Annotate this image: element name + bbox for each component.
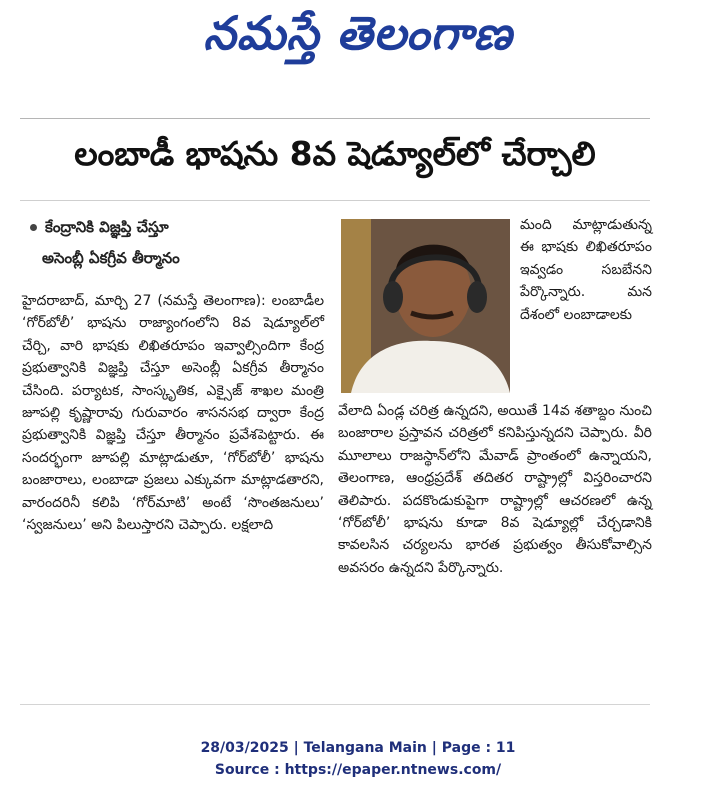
subhead-1	[30, 218, 169, 240]
minister-photo	[341, 219, 510, 393]
right-column-top-text: మంది మాట్లాడుతున్న ఈ భాషకు లిఖితరూపం ఇవ్వడం సబబేనని పేర్కొన్నారు. మన దేశంలో లంబాడాలకు	[520, 217, 652, 323]
bottom-divider	[20, 704, 650, 705]
person-with-headphones-icon	[341, 219, 510, 393]
right-column-bottom-text: వేలాది ఏండ్ల చరిత్ర ఉన్నదని, అయితే 14వ శతాబ్దం నుంచి బంజారాల ప్రస్తావన చరిత్రలో కనిపిస్తున్నదని చెప్పారు. వీరి మూలాలు రాజస్థాన్‌లోని మేవాడ్ ప్రాంతంలో ఉన్నాయని, తెలంగాణ, ఆంధ్రప్రదేశ్ తదితర రాష్ట్రాల్లో విస్తరించారని తెలిపారు. పదకొండుకుపైగా రాష్ట్రాల్లో ఆచరణలో ఉన్న ‘గోర్‌బోలీ’ భాషను కూడా 8వ షెడ్యూల్లో చేర్చడానికి కావలసిన చర్యలను భారత ప్రభుత్వం తీసుకోవాల్సిన అవసరం ఉన్నదని పేర్కొన్నారు.	[338, 403, 652, 576]
masthead-logo: నమస్తే తెలంగాణ	[203, 6, 513, 60]
footer-date-page: 28/03/2025 | Telangana Main | Page : 11	[200, 740, 516, 756]
article-right-column-top	[520, 214, 652, 326]
article-headline: లంబాడీ భాషను 8వ షెడ్యూల్‌లో చేర్చాలి	[74, 134, 596, 173]
headline-divider	[20, 200, 650, 201]
subhead-1-text: కేంద్రానికి విజ్ఞప్తి చేస్తూ	[45, 218, 169, 236]
article-left-column	[22, 290, 324, 536]
footer-source-link[interactable]: Source : https://epaper.ntnews.com/	[214, 762, 502, 778]
bullet-icon	[30, 224, 37, 231]
left-column-text: హైదరాబాద్, మార్చి 27 (నమస్తే తెలంగాణ): లంబాడీల ‘గోర్‌బోలీ’ భాషను రాజ్యాంగంలోని 8వ షెడ్యూల్‌లో చేర్చి, వారి భాషకు లిఖితరూపం ఇవ్వాల్సిందిగా కేంద్ర ప్రభుత్వానికి విజ్ఞప్తి చేస్తూ అసెంబ్లీ ఏకగ్రీవ తీర్మానం చేసింది. పర్యాటక, సాంస్కృతిక, ఎక్సైజ్ శాఖల మంత్రి జూపల్లి కృష్ణారావు గురువారం శాసనసభ ద్వారా కేంద్ర ప్రభుత్వానికి విజ్ఞప్తి చేస్తూ తీర్మానం ప్రవేశపెట్టారు. ఈ సందర్భంగా జూపల్లి మాట్లాడుతూ, ‘గోర్‌బోలీ’ భాషను బంజారాలు, లంబాడా ప్రజలు ఎక్కువగా మాట్లాడతారని, వారందరినీ కలిపి ‘గోర్‌మాటి’ అంటే ‘సొంతజనులు’ ‘స్వజనులు’ అని పిలుస్తారని చెప్పారు. లక్షలాది	[22, 293, 324, 534]
subhead-2: అసెంబ్లీ ఏకగ్రీవ తీర్మానం	[42, 249, 180, 267]
article-right-column-bottom	[338, 400, 652, 579]
top-divider	[20, 118, 650, 119]
